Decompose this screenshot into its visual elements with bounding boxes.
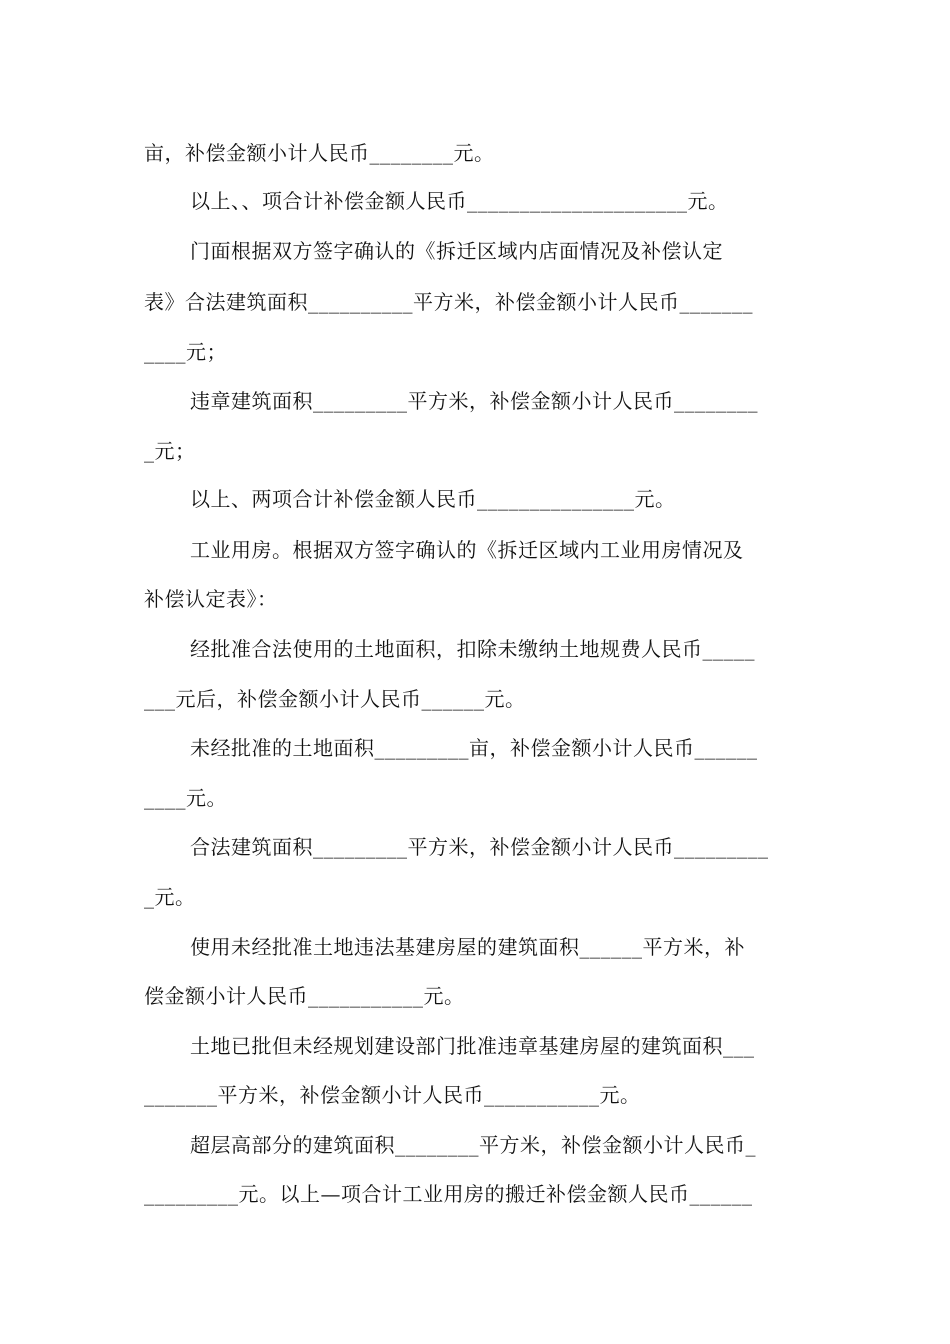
text-line: _________元。以上—项合计工业用房的搬迁补偿金额人民币______ [144,1182,753,1206]
text-line: ____元。 [144,786,227,810]
text-line: 使用未经批准土地违法基建房屋的建筑面积______平方米，补 [190,935,745,959]
text-line: 经批准合法使用的土地面积，扣除未缴纳土地规费人民币_____ [190,637,755,661]
text-line: 以上、、项合计补偿金额人民币_____________________元。 [190,189,729,213]
text-line: 合法建筑面积_________平方米，补偿金额小计人民币_________ [190,835,769,859]
text-line: ____元； [144,340,227,364]
text-line: 表》合法建筑面积__________平方米，补偿金额小计人民币_______ [144,290,753,314]
text-line: _元。 [144,885,196,909]
text-line: ___元后，补偿金额小计人民币______元。 [144,687,526,711]
text-line: 补偿认定表》： [144,587,278,611]
text-line: 超层高部分的建筑面积________平方米，补偿金额小计人民币_ [190,1133,756,1157]
text-line: _______平方米，补偿金额小计人民币___________元。 [144,1083,641,1107]
text-line: _元； [144,439,196,463]
text-line: 违章建筑面积_________平方米，补偿金额小计人民币________ [190,389,758,413]
text-line: 土地已批但未经规划建设部门批准违章基建房屋的建筑面积___ [190,1034,755,1058]
text-line: 亩，补偿金额小计人民币________元。 [144,141,495,165]
text-line: 门面根据双方签字确认的《拆迁区域内店面情况及补偿认定 [190,239,723,263]
text-line: 偿金额小计人民币___________元。 [144,984,465,1008]
text-line: 以上、两项合计补偿金额人民币_______________元。 [190,487,676,511]
text-line: 未经批准的土地面积_________亩，补偿金额小计人民币______ [190,736,758,760]
text-line: 工业用房。根据双方签字确认的《拆迁区域内工业用房情况及 [190,538,744,562]
